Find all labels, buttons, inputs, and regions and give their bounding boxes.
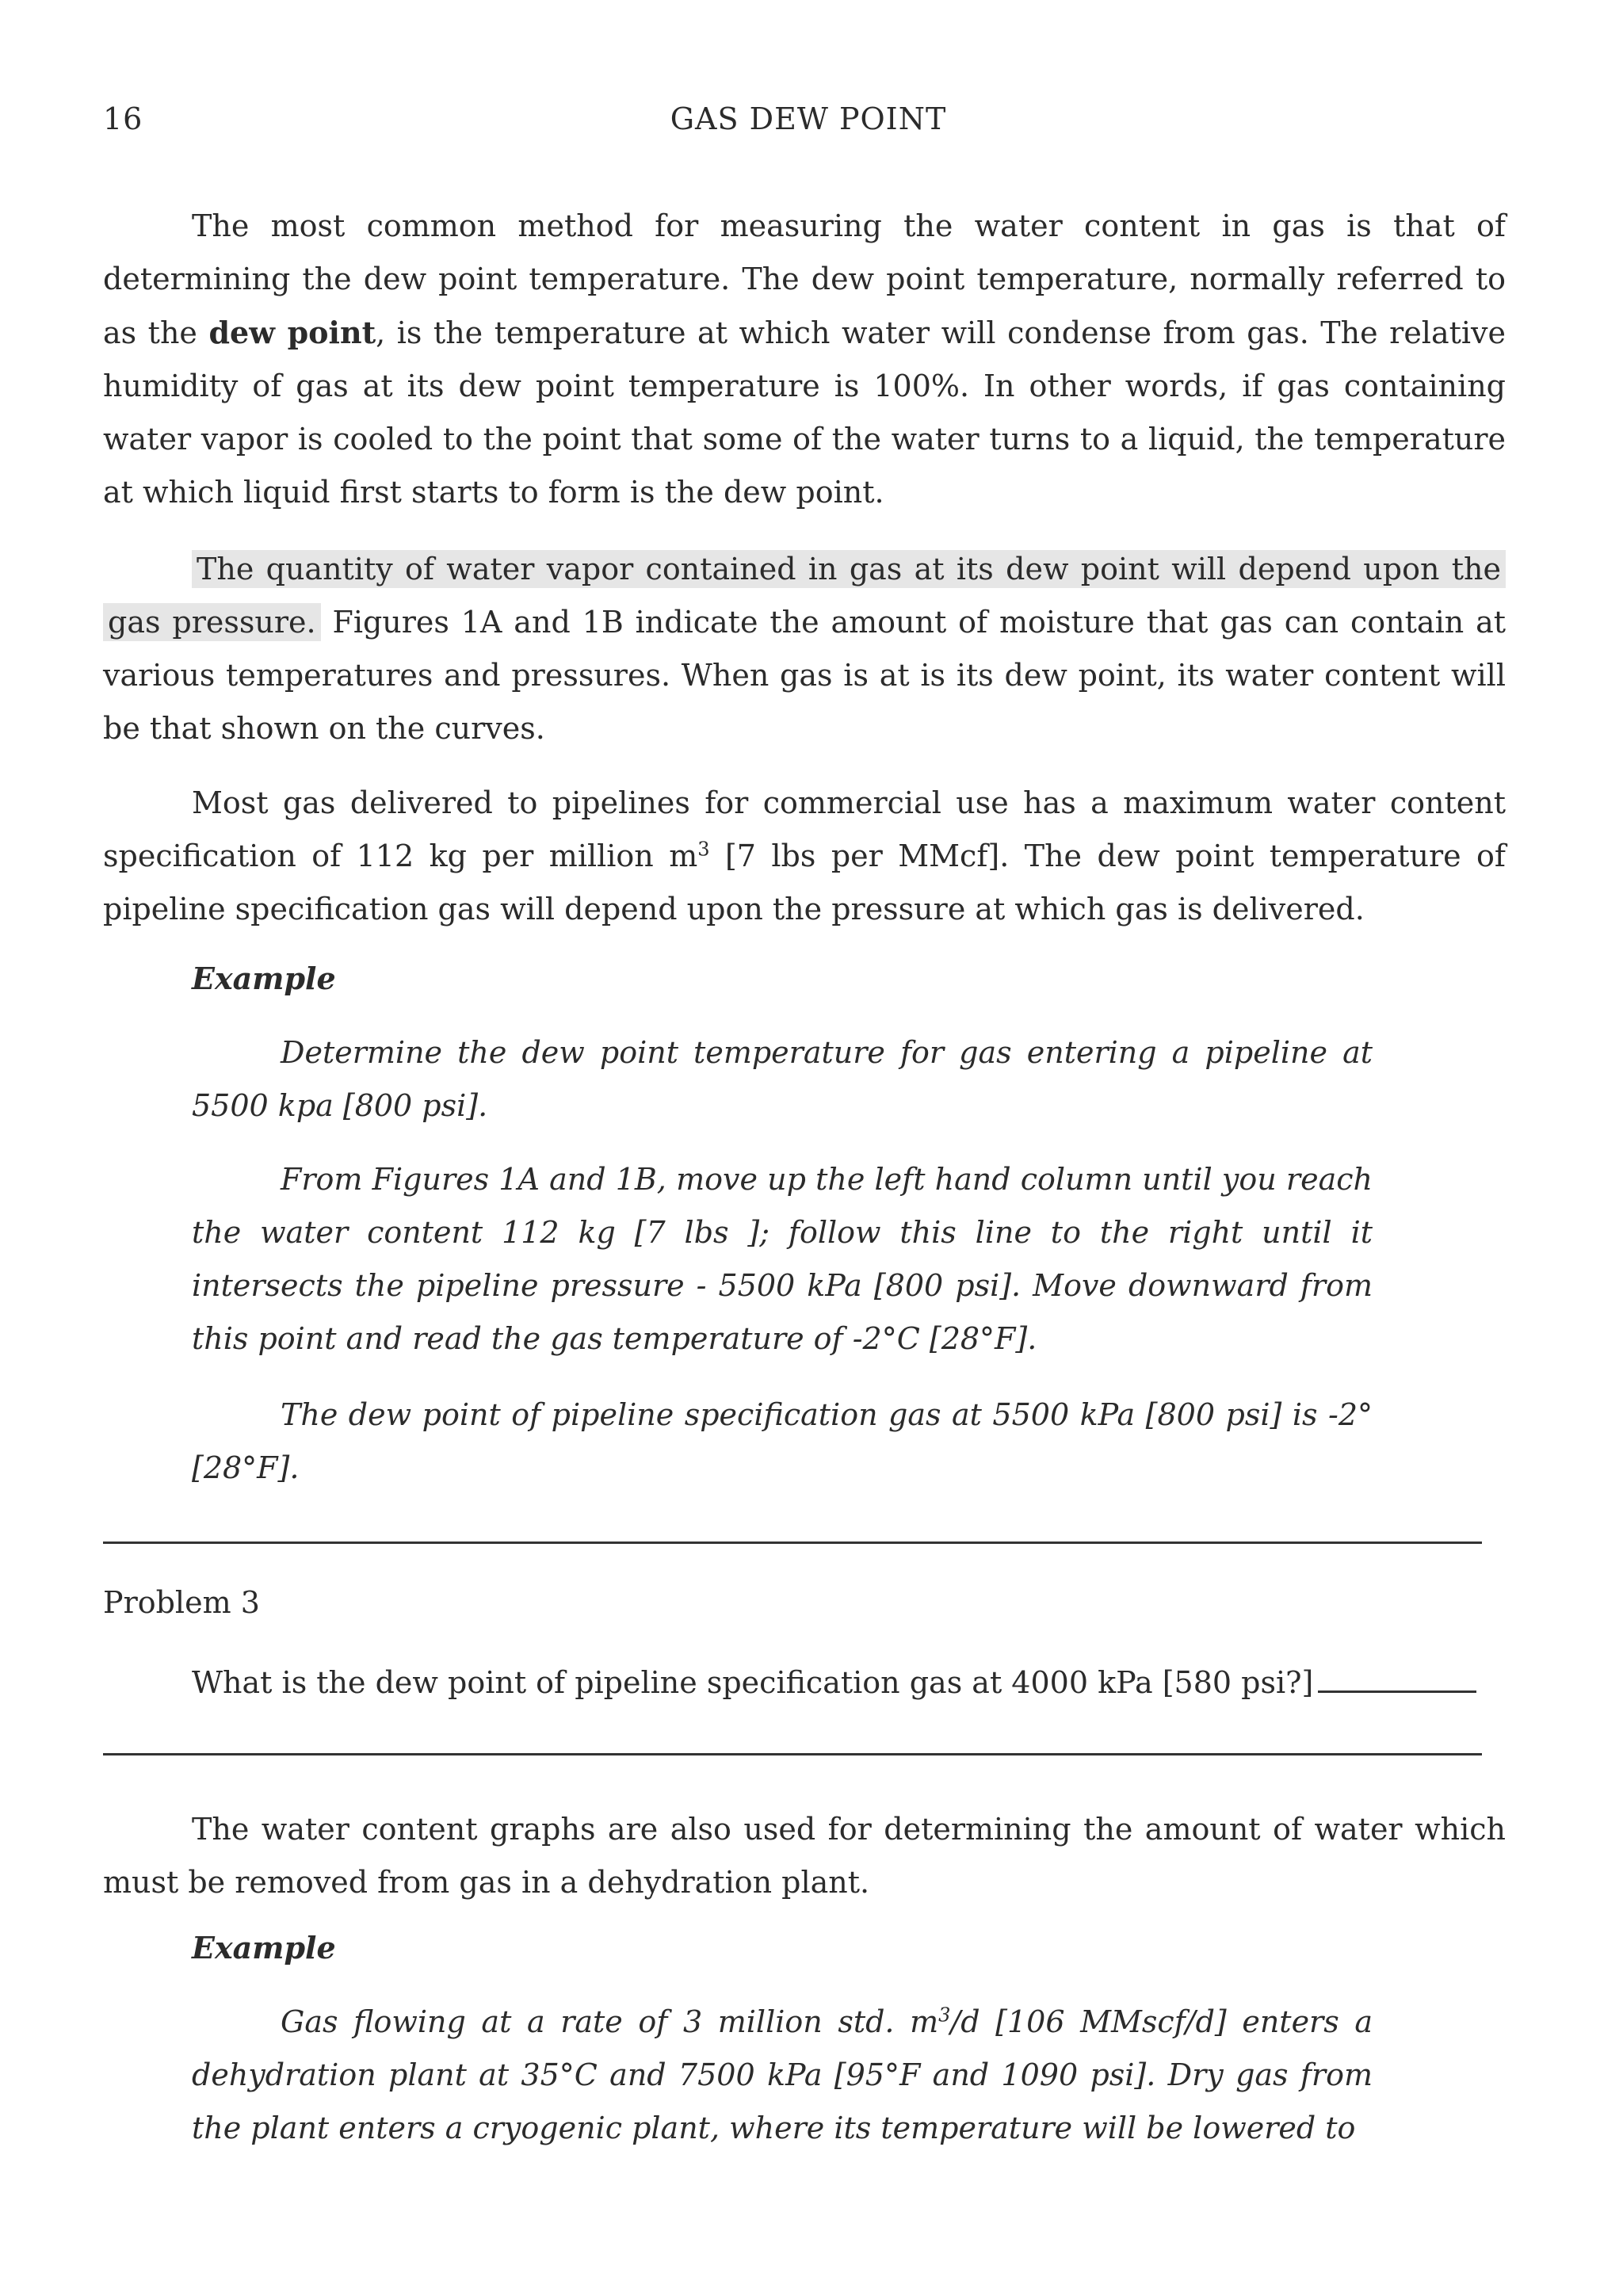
paragraph-pipeline-specification: Most gas delivered to pipelines for commercial use has a maximum water content specification of 112 kg per million $m^3$ [7 lbs per MMcf]. The dew point temperature of pipeline specification gas will depend upon the pressure at which gas is delivered.: [103, 785, 1506, 926]
example-solution-steps: From Figures 1A and 1B, move up the left hand column until you reach the water content 112 kg [7 lbs ]; follow this line to the right until it intersects the pipeline pressure - 5500 kPa [800 psi]. Move downward from this point and read the gas temperature of -2°C [28°F].: [192, 1162, 1373, 1356]
divider-top: [103, 1541, 1482, 1544]
paragraph-dehydration-plant: The water content graphs are also used for determining the amount of water which must be removed from gas in a dehydration plant.: [103, 1812, 1506, 1900]
paragraph-water-vapor-pressure: The quantity of water vapor contained in gas at its dew point will depend upon the gas pressure. Figures 1A and 1B indicate the amount of moisture that gas can contain at various temperatures and pressures. When gas is at is its dew point, its water content will be that shown on the curves.: [103, 552, 1507, 746]
example-problem-statement: Determine the dew point temperature for gas entering a pipeline at 5500 kpa [800 psi].: [192, 1035, 1373, 1123]
highlighted-sentence: The quantity of water vapor contained in gas at its dew point will depend upon the gas pressure.: [103, 550, 1506, 641]
answer-blank[interactable]: [1318, 1660, 1476, 1693]
running-title: GAS DEW POINT: [670, 101, 947, 136]
example-label: Example: [192, 961, 336, 996]
page-number: 16: [103, 101, 143, 136]
term-dew-point: dew point: [208, 315, 376, 350]
paragraph-dew-point-definition: The most common method for measuring the water content in gas is that of determining the dew point temperature. The dew point temperature, normally referred to as the dew point, is the temperature at which water will condense from gas. The relative humidity of gas at its dew point temperature is 100%. In other words, if gas containing water vapor is cooled to the point that some of the water turns to a liquid, the temperature at which liquid first starts to form is the dew point.: [103, 208, 1506, 510]
example-answer: The dew point of pipeline specification gas at 5500 kPa [800 psi] is -2° [28°F].: [192, 1397, 1373, 1485]
page-header: [103, 101, 1514, 149]
problem-label: Problem 3: [103, 1585, 260, 1620]
example-2-statement: Gas flowing at a rate of 3 million std. $m^3/d$ [106 MMscf/d] enters a dehydration plant at 35°C and 7500 kPa [95°F and 1090 psi]. Dry gas from the plant enters a cryogenic plant, where its temperature will be lowered to: [192, 2004, 1373, 2145]
problem-question: What is the dew point of pipeline specification gas at 4000 kPa [580 psi?]: [192, 1660, 1499, 1700]
example-label-2: Example: [192, 1930, 336, 1966]
divider-bottom: [103, 1753, 1482, 1755]
